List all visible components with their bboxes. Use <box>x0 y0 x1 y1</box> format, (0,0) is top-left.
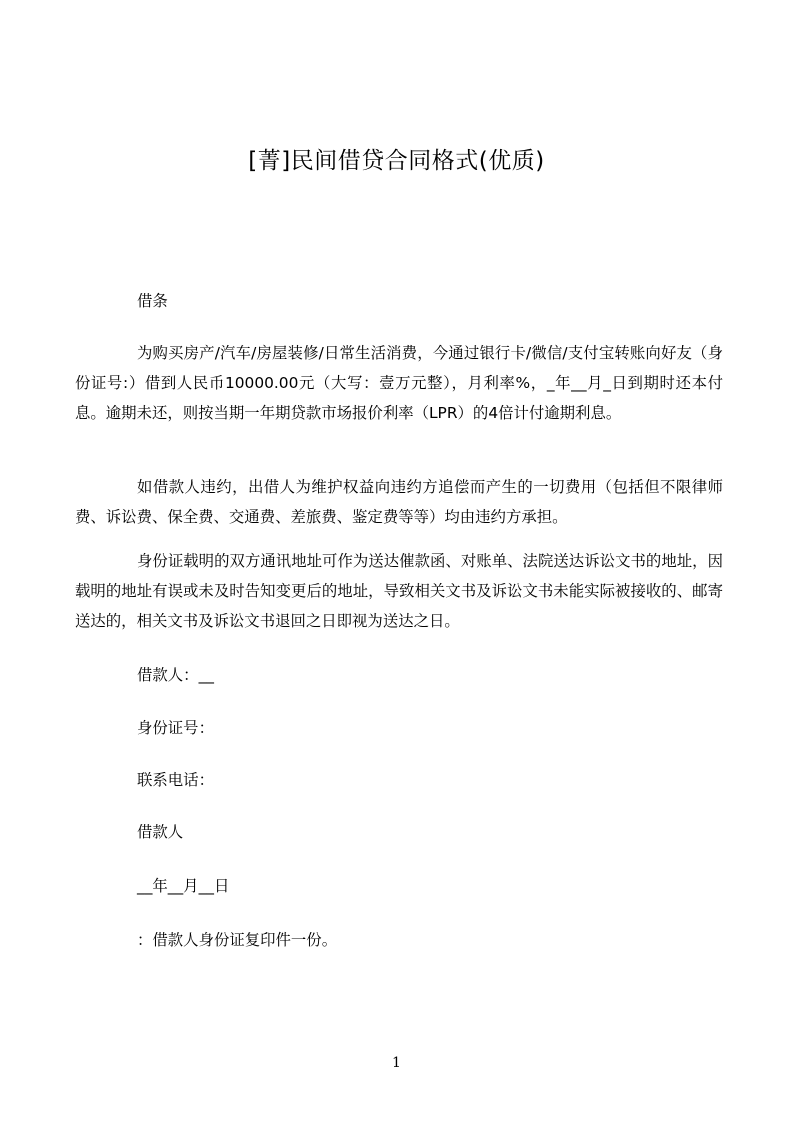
paragraph-text: 如借款人违约，出借人为维护权益向违约方追偿而产生的一切费用（包括但不限律师费、诉讼费、保全费、交通费、差旅费、鉴定费等等）均由违约方承担。 <box>75 478 723 526</box>
paragraph-loan-terms <box>75 338 723 428</box>
borrower-field: 借款人：__ <box>137 666 214 684</box>
borrower-signature: 借款人 <box>137 823 184 841</box>
paragraph-text: 身份证载明的双方通讯地址可作为送达催款函、对账单、法院送达诉讼文书的地址，因载明的地址有误或未及时告知变更后的地址，导致相关文书及诉讼文书未能实际被接收的、邮寄送达的，相关文书及诉讼文书退回之日即视为送达之日。 <box>75 552 723 630</box>
page-number: 1 <box>392 1055 401 1071</box>
phone-field: 联系电话： <box>137 771 214 789</box>
paragraph-default-costs <box>75 472 723 532</box>
paragraph-service-address <box>75 546 723 636</box>
attachment-note: ：借款人身份证复印件一份。 <box>137 931 338 949</box>
id-number-field: 身份证号： <box>137 719 214 737</box>
date-line: __年__月__日 <box>137 877 230 895</box>
paragraph-text: 为购买房产/汽车/房屋装修/日常生活消费，今通过银行卡/微信/支付宝转账向好友（身份证号:）借到人民币10000.00元（大写：壹万元整），月利率%，_年__月_日到期时还本付息。逾期未还，则按当期一年期贷款市场报价利率（LPR）的4倍计付逾期利息。 <box>75 344 723 422</box>
document-title: [菁]民间借贷合同格式(优质) <box>248 148 545 174</box>
section-heading: 借条 <box>137 292 168 310</box>
